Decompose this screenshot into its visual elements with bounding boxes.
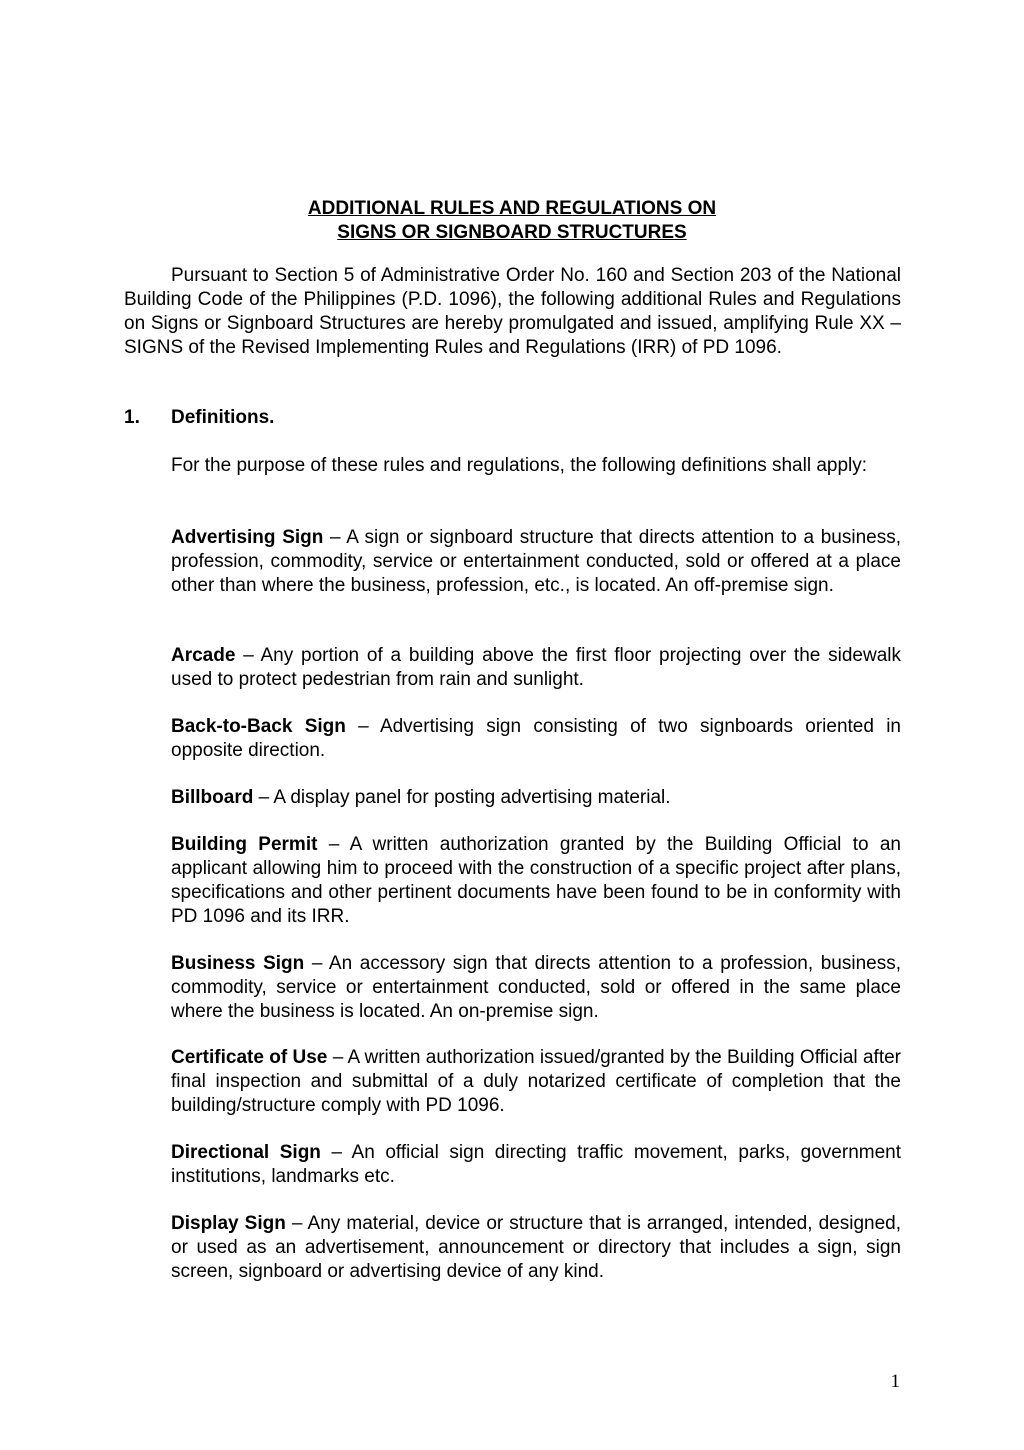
definition-item bbox=[171, 833, 901, 929]
definition-text: – Any material, device or structure that is arranged, intended, designed, or used as an advertisement, announcement or directory that includes a sign, sign screen, signboard or advertising device of any kind. bbox=[171, 1213, 901, 1282]
definition-item bbox=[171, 1141, 901, 1189]
definition-text: – A sign or signboard structure that directs attention to a business, profession, commodity, service or entertainment conducted, sold or offered at a place other than where the business, profession, etc., is located. An off-premise sign. bbox=[171, 527, 902, 596]
section-number: 1. bbox=[124, 407, 140, 428]
definition-term: Business Sign bbox=[171, 953, 305, 974]
definition-text: – An accessory sign that directs attention to a profession, business, commodity, service or entertainment conducted, sold or offered in the same place where the business is located. An on-premise sign. bbox=[171, 953, 902, 1022]
intro-paragraph: Pursuant to Section 5 of Administrative Order No. 160 and Section 203 of the National Building Code of the Philippines (P.D. 1096), the following additional Rules and Regulations on Signs or Signboard Structures are hereby promulgated and issued, amplifying Rule XX – SIGNS of the Revised Implementing Rules and Regulations (IRR) of PD 1096. bbox=[124, 265, 901, 358]
section-title: Definitions. bbox=[171, 407, 275, 428]
definition-text: – Advertising sign consisting of two signboards oriented in opposite direction. bbox=[171, 716, 901, 761]
definition-text: – An official sign directing traffic movement, parks, government institutions, landmarks etc. bbox=[171, 1142, 901, 1187]
definition-item bbox=[171, 1212, 901, 1284]
definition-item bbox=[171, 526, 901, 598]
definition-item bbox=[171, 1046, 901, 1118]
definition-term: Arcade bbox=[171, 645, 236, 666]
definition-text: – Any portion of a building above the first floor projecting over the sidewalk used to protect pedestrian from rain and sunlight. bbox=[171, 645, 901, 690]
definition-text: – A written authorization issued/granted by the Building Official after final inspection and submittal of a duly notarized certificate of completion that the building/structure comply with PD 1096. bbox=[171, 1047, 901, 1116]
document-title-line-1: ADDITIONAL RULES AND REGULATIONS ON bbox=[307, 198, 717, 219]
definition-item bbox=[171, 644, 901, 692]
definition-text: – A display panel for posting advertising material. bbox=[253, 787, 671, 808]
definition-item bbox=[171, 715, 901, 763]
definition-term: Advertising Sign bbox=[171, 527, 324, 548]
section-lead-paragraph: For the purpose of these rules and regulations, the following definitions shall apply: bbox=[171, 455, 868, 476]
definition-item bbox=[171, 786, 901, 810]
document-title-line-2: SIGNS OR SIGNBOARD STRUCTURES bbox=[337, 222, 687, 243]
definition-term: Certificate of Use bbox=[171, 1047, 328, 1068]
page-number: 1 bbox=[890, 1371, 900, 1392]
definition-text: – A written authorization granted by the Building Official to an applicant allowing him to proceed with the construction of a specific project after plans, specifications and other pertinent documents have been found to be in conformity with PD 1096 and its IRR. bbox=[171, 834, 901, 927]
definition-term: Building Permit bbox=[171, 834, 318, 855]
definition-term: Billboard bbox=[171, 787, 254, 808]
definition-term: Back-to-Back Sign bbox=[171, 716, 346, 737]
definition-term: Directional Sign bbox=[171, 1142, 321, 1163]
definition-term: Display Sign bbox=[171, 1213, 286, 1234]
section-heading bbox=[124, 406, 274, 430]
definition-item bbox=[171, 952, 901, 1024]
